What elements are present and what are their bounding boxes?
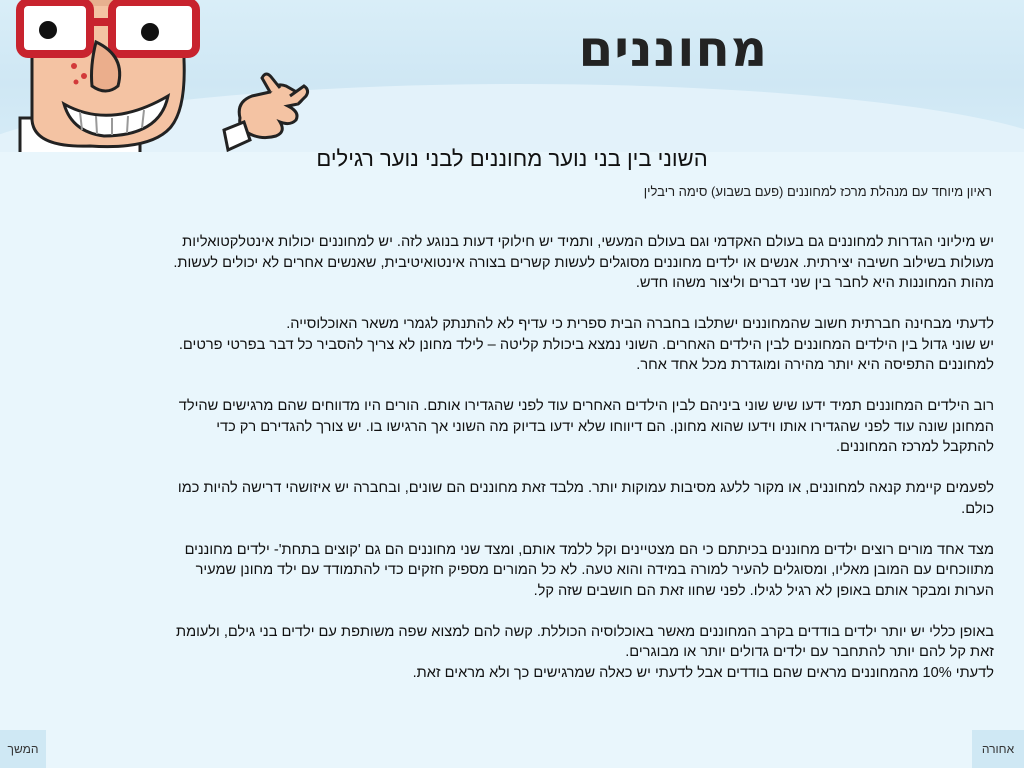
article-paragraph [64, 478, 994, 519]
paragraph-line: מתווכחים עם המובן מאליו, ומסוגלים להעיר למורה במידה והוא טעה. לא כל המורים מספיק חזקים כדי להתמודד עם ילד מחונן שמעיר [195, 562, 994, 578]
page-title: השוני בין בני נוער מחוננים לבני נוער רגילים [316, 146, 708, 171]
paragraph-line: לדעתי 10% מהמחוננים מראים שהם בודדים אבל לדעתי יש כאלה שמרגישים כך ולא מראים זאת. [412, 664, 994, 681]
paragraph-line: להתקבל למרכז המחוננים. [835, 439, 994, 455]
article-subtitle: ראיון מיוחד עם מנהלת מרכז למחוננים (פעם בשבוע) סימה ריבלין [643, 184, 992, 199]
paragraph-line: לדעתי מבחינה חברתית חשוב שהמחוננים ישתלבו בחברה הבית ספרית כי עדיף לא להתנתק לגמרי משאר האוכלוסייה. [286, 316, 994, 332]
paragraph-line: באופן כללי יש יותר ילדים בודדים בקרב המחוננים מאשר באוכלוסיה הכוללת. קשה להם למצוא שפה משותפת עם ילדים בני גילם, ולעומת [175, 623, 994, 640]
article-body [64, 232, 994, 704]
paragraph-line: הערות ומבקר אותם באופן לא רגיל לגילו. לפני שחוו זאת הם חושבים שזה קל. [533, 582, 994, 599]
article-paragraph [64, 314, 994, 376]
article-paragraph [64, 540, 994, 602]
paragraph-line: כולם. [961, 500, 994, 517]
site-title: מחוננים [578, 20, 768, 78]
paragraph-line: המחונן שונה עוד לפני שהגדירו אותו וידעו שהוא מחונן. הם דיווחו שלא ידעו בדיוק מה השוני אך הרגישו בו. יש צורך להגדירם רק כדי [216, 418, 994, 435]
article-paragraph [64, 396, 994, 458]
paragraph-line: לפעמים קיימת קנאה למחוננים, או מקור ללעג מסיבות עמוקות יותר. מלבד זאת מחוננים הם שונים, ובחברה יש איזושהי דרישה להיות כמו [177, 480, 994, 496]
paragraph-line: מעולות בשילוב חשיבה יצירתית. אנשים או ילדים מחוננים מסוגלים לעשות קשרים בצורה אינטואיטיבית, שאנשים אחרים לא יכולים לעשות. [173, 254, 994, 271]
header-banner [0, 0, 1024, 152]
back-button[interactable]: אחורה [972, 730, 1024, 768]
paragraph-line: יש מיליוני הגדרות למחוננים גם בעולם האקדמי וגם בעולם המעשי, ותמיד יש חילוקי דעות בנוגע לזה. יש למחוננים יכולות אינטלקטואליות [182, 234, 994, 250]
article-paragraph [64, 622, 994, 684]
paragraph-line: יש שוני גדול בין הילדים המחוננים לבין הילדים האחרים. השוני נמצא ביכולת קליטה – לילד מחונן לא צריך להסביר כל דבר בפרטי פרטים. [178, 336, 994, 353]
mascot-cartoon-image [0, 0, 320, 152]
paragraph-line: למחוננים התפיסה היא יותר מהירה ומוגדרת מכל אחד אחר. [636, 357, 994, 373]
paragraph-line: מהות המחוננות היא לחבר בין שני דברים וליצור משהו חדש. [635, 275, 994, 291]
paragraph-line: רוב הילדים המחוננים תמיד ידעו שיש שוני ביניהם לבין הילדים האחרים עוד לפני שהגדירו אותם. הורים היו מדווחים שהם מרגישים שהילד [178, 398, 994, 414]
paragraph-line: מצד אחד מורים רוצים ילדים מחוננים בכיתתם כי הם מצטיינים וקל ללמד אותם, ומצד שני מחוננים הם גם 'קוצים בתחת'- ילדים מחוננים [184, 541, 994, 558]
paragraph-line: זאת קל להם יותר להתחבר עם ילדים גדולים יותר או מבוגרים. [625, 644, 994, 660]
article-paragraph [64, 232, 994, 294]
next-button[interactable]: המשך [0, 730, 46, 768]
